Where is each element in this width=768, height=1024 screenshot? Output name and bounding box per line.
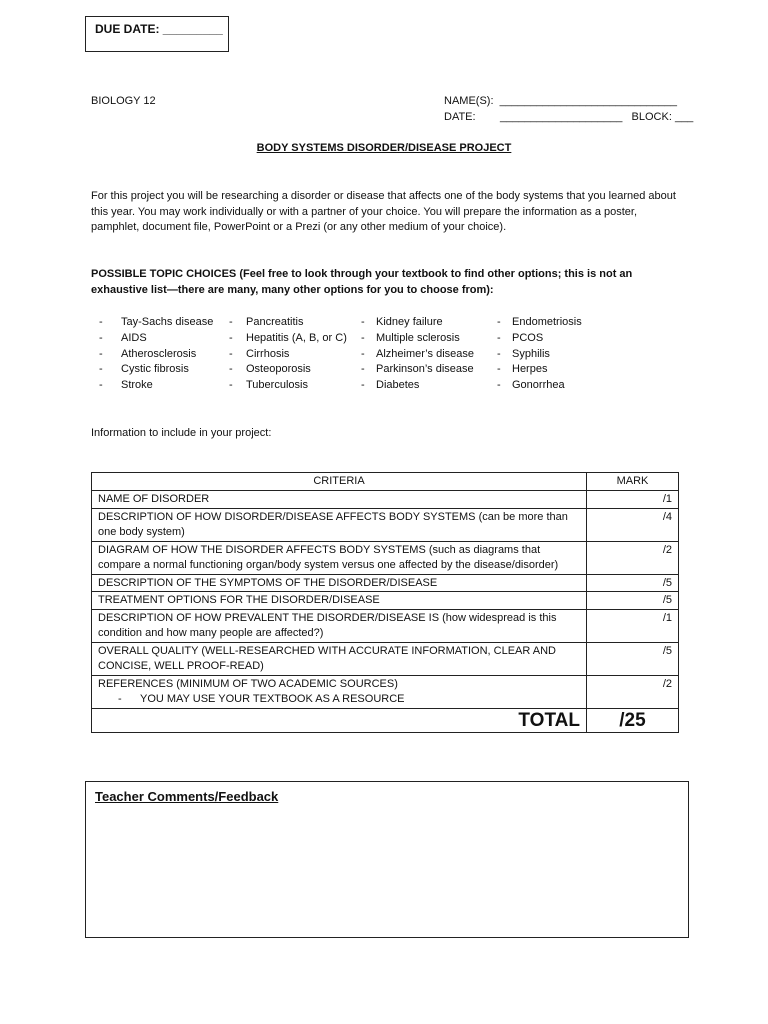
criteria-cell: DESCRIPTION OF HOW DISORDER/DISEASE AFFECTS BODY SYSTEMS (can be more than one body system) xyxy=(92,508,587,541)
references-sub-bullet: - YOU MAY USE YOUR TEXTBOOK AS A RESOURCE xyxy=(118,693,405,705)
criteria-cell: TREATMENT OPTIONS FOR THE DISORDER/DISEASE xyxy=(92,592,587,610)
rubric-table xyxy=(91,472,679,733)
mark-cell: /2 xyxy=(587,541,679,574)
criteria-cell: DIAGRAM OF HOW THE DISORDER AFFECTS BODY SYSTEMS (such as diagrams that compare a normal functioning organ/body system versus one affected by the disease/disorder) xyxy=(92,541,587,574)
mark-cell: /4 xyxy=(587,508,679,541)
table-row xyxy=(92,609,679,642)
mark-cell: /5 xyxy=(587,592,679,610)
criteria-cell: NAME OF DISORDER xyxy=(92,491,587,509)
table-row xyxy=(92,541,679,574)
names-field-line: NAME(S): _____________________________ xyxy=(444,95,678,107)
table-row xyxy=(92,508,679,541)
rubric-header-row xyxy=(92,473,679,491)
mark-cell: /5 xyxy=(587,574,679,592)
criteria-cell: OVERALL QUALITY (WELL-RESEARCHED WITH ACCURATE INFORMATION, CLEAR AND CONCISE, WELL PROOF-READ) xyxy=(92,642,587,675)
mark-cell: /5 xyxy=(587,642,679,675)
mark-cell: /1 xyxy=(587,609,679,642)
total-label: TOTAL xyxy=(92,708,587,732)
table-row xyxy=(92,592,679,610)
table-row xyxy=(92,642,679,675)
criteria-cell: DESCRIPTION OF THE SYMPTOMS OF THE DISORDER/DISEASE xyxy=(92,574,587,592)
criteria-cell xyxy=(92,675,587,708)
references-sub-text: YOU MAY USE YOUR TEXTBOOK AS A RESOURCE xyxy=(140,693,405,705)
table-row xyxy=(92,675,679,708)
document-title: BODY SYSTEMS DISORDER/DISEASE PROJECT xyxy=(256,142,512,154)
total-row xyxy=(92,708,679,732)
mark-cell: /2 xyxy=(587,675,679,708)
topic-list: - Tay-Sachs disease - AIDS - Atherosclerosis - Cystic fibrosis - Stroke - Pancreatitis - Hepatitis (A, B, or C) - Cirrhosis - Osteoporosis - Tuberculosis - Kidney failure - Multiple sclerosis - Alzheimer’s disease - Parkinson’s disease - Diabetes - Endometriosis - PCOS - Syphilis - Herpes - Gonorrhea xyxy=(99,316,582,392)
teacher-comments-title: Teacher Comments/Feedback xyxy=(95,789,279,804)
references-criteria-text: REFERENCES (MINIMUM OF TWO ACADEMIC SOURCES) xyxy=(98,677,398,690)
table-row xyxy=(92,491,679,509)
mark-cell: /1 xyxy=(587,491,679,509)
course-name: BIOLOGY 12 xyxy=(91,95,156,107)
table-row xyxy=(92,574,679,592)
due-date-box xyxy=(85,16,229,52)
criteria-cell: DESCRIPTION OF HOW PREVALENT THE DISORDER/DISEASE IS (how widespread is this condition and how many people are affected?) xyxy=(92,609,587,642)
topics-heading: POSSIBLE TOPIC CHOICES (Feel free to look through your textbook to find other options; this is not an exhaustive list—there are many, many other options for you to choose from): xyxy=(91,268,633,296)
teacher-comments-box[interactable] xyxy=(85,781,689,938)
mark-header: MARK xyxy=(587,473,679,491)
total-value: /25 xyxy=(587,708,679,732)
criteria-header: CRITERIA xyxy=(92,473,587,491)
info-label: Information to include in your project: xyxy=(91,427,272,439)
intro-paragraph: For this project you will be researching a disorder or disease that affects one of the body systems that you learned about this year. You may work individually or with a partner of your choice. You will prepare the information as a poster, pamphlet, document file, PowerPoint or a Prezi (or any other medium of your choice). xyxy=(91,190,676,233)
due-date-label: DUE DATE: _________ xyxy=(95,22,223,36)
date-block-field-line: DATE: ____________________ BLOCK: ___ xyxy=(444,111,694,123)
